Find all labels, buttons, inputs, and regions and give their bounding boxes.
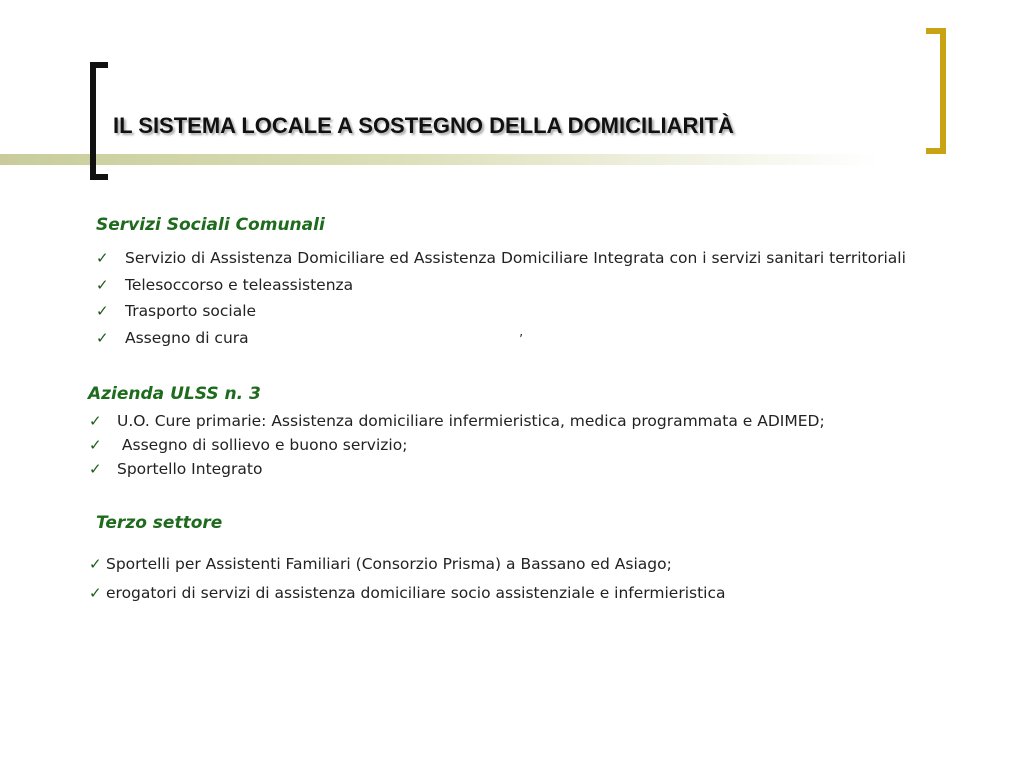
check-icon: ✓	[89, 412, 102, 430]
section-heading-azienda-ulss: Azienda ULSS n. 3	[88, 384, 261, 404]
check-icon: ✓	[89, 584, 102, 602]
check-icon: ✓	[96, 302, 109, 320]
check-icon: ✓	[89, 460, 102, 478]
list-item: Trasporto sociale	[125, 302, 257, 320]
list-item: Assegno di sollievo e buono servizio;	[117, 436, 408, 454]
list-item: U.O. Cure primarie: Assistenza domiciliare infermieristica, medica programmata e ADIMED;	[117, 412, 825, 430]
list-item: Sportelli per Assistenti Familiari (Consorzio Prisma) a Bassano ed Asiago;	[106, 555, 672, 573]
list-item: erogatori di servizi di assistenza domiciliare socio assistenziale e infermieristica	[106, 584, 726, 602]
right-bracket-decoration	[926, 28, 946, 154]
section-heading-servizi-sociali: Servizi Sociali Comunali	[96, 215, 325, 235]
title-underline-bar	[0, 154, 880, 165]
list-item: Assegno di cura	[125, 329, 249, 347]
list-item: Telesoccorso e teleassistenza	[125, 276, 354, 294]
slide-title: IL SISTEMA LOCALE A SOSTEGNO DELLA DOMICILIARITÀ	[113, 113, 734, 138]
check-icon: ✓	[96, 249, 109, 267]
check-icon: ✓	[96, 276, 109, 294]
check-icon: ✓	[96, 329, 109, 347]
section-heading-terzo-settore: Terzo settore	[96, 513, 223, 533]
check-icon: ✓	[89, 555, 102, 573]
stray-mark: ’	[519, 333, 524, 348]
left-bracket-decoration	[90, 62, 108, 180]
check-icon: ✓	[89, 436, 102, 454]
list-item: Servizio di Assistenza Domiciliare ed Assistenza Domiciliare Integrata con i servizi sanitari territoriali	[125, 249, 906, 267]
list-item: Sportello Integrato	[117, 460, 263, 478]
